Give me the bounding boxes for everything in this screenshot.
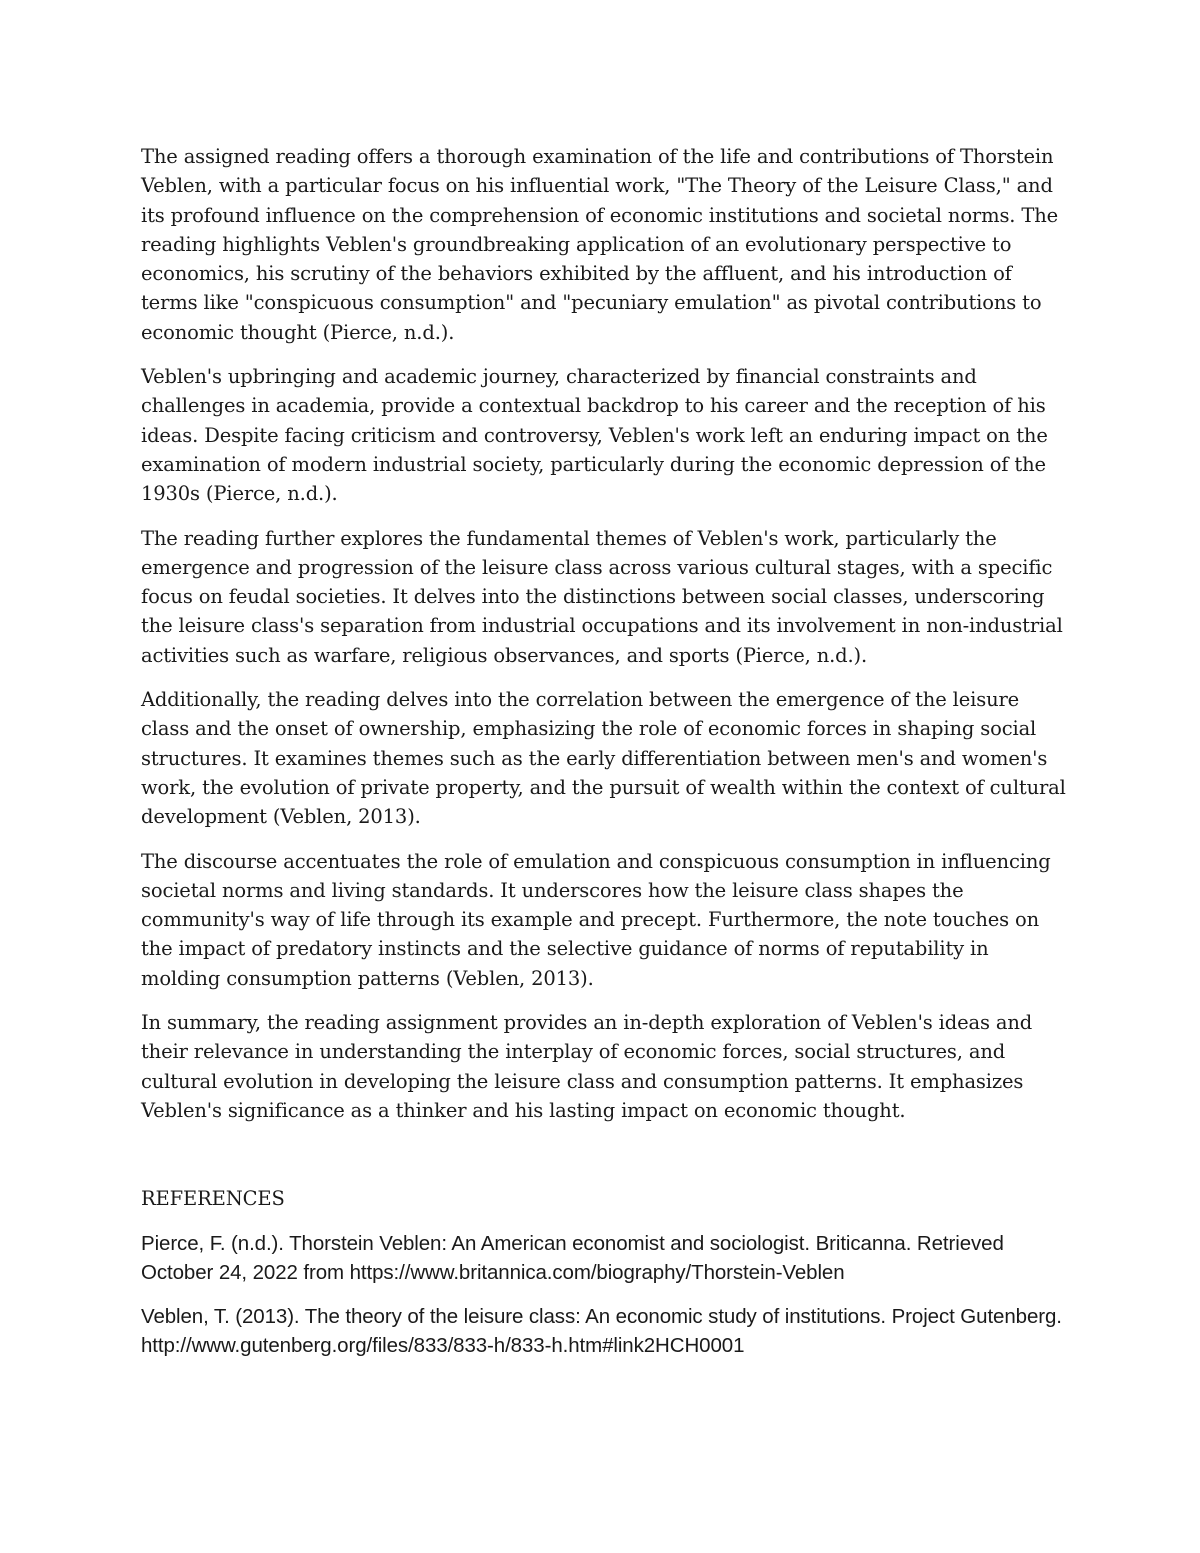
body-paragraph-5: The discourse accentuates the role of emulation and conspicuous consumption in influencing societal norms and living standards. It underscores how the leisure class shapes the community's way of life through its example and precept. Furthermore, the note touches on the impact of predatory instincts and the selective guidance of norms of reputability in molding consumption patterns (Veblen, 2013). [141, 849, 1051, 990]
reference-entry-1: Pierce, F. (n.d.). Thorstein Veblen: An American economist and sociologist. Briticanna. Retrieved October 24, 2022 from https://www.britannica.com/biography/Thorstein-Veblen [141, 1231, 1004, 1284]
section-spacer [141, 1140, 1071, 1184]
reference-entry-2: Veblen, T. (2013). The theory of the leisure class: An economic study of institutions. Project Gutenberg. http://www.gutenberg.org/files/833/833-h/833-h.htm#link2HCH0001 [141, 1305, 1062, 1358]
body-paragraph-2: Veblen's upbringing and academic journey, characterized by financial constraints and challenges in academia, provide a contextual backdrop to his career and the reception of his ideas. Despite facing criticism and controversy, Veblen's work left an enduring impact on the examination of modern industrial society, particularly during the economic depression of the 1930s (Pierce, n.d.). [141, 365, 1048, 506]
body-paragraph-4: Additionally, the reading delves into the correlation between the emergence of the leisure class and the onset of ownership, emphasizing the role of economic forces in shaping social structures. It examines themes such as the early differentiation between men's and women's work, the evolution of private property, and the pursuit of wealth within the context of cultural development (Veblen, 2013). [141, 688, 1066, 829]
document-body [141, 142, 1071, 1376]
body-paragraph-6: In summary, the reading assignment provides an in-depth exploration of Veblen's ideas and their relevance in understanding the interplay of economic forces, social structures, and cultural evolution in developing the leisure class and consumption patterns. It emphasizes Veblen's significance as a thinker and his lasting impact on economic thought. [141, 1011, 1033, 1122]
body-paragraph-1: The assigned reading offers a thorough examination of the life and contributions of Thorstein Veblen, with a particular focus on his influential work, "The Theory of the Leisure Class," and its profound influence on the comprehension of economic institutions and societal norms. The reading highlights Veblen's groundbreaking application of an evolutionary perspective to economics, his scrutiny of the behaviors exhibited by the affluent, and his introduction of terms like "conspicuous consumption" and "pecuniary emulation" as pivotal contributions to economic thought (Pierce, n.d.). [141, 145, 1059, 344]
references-heading: REFERENCES [141, 1187, 285, 1211]
body-paragraph-3: The reading further explores the fundamental themes of Veblen's work, particularly the emergence and progression of the leisure class across various cultural stages, with a specific focus on feudal societies. It delves into the distinctions between social classes, underscoring the leisure class's separation from industrial occupations and its involvement in non-industrial activities such as warfare, religious observances, and sports (Pierce, n.d.). [141, 526, 1063, 667]
